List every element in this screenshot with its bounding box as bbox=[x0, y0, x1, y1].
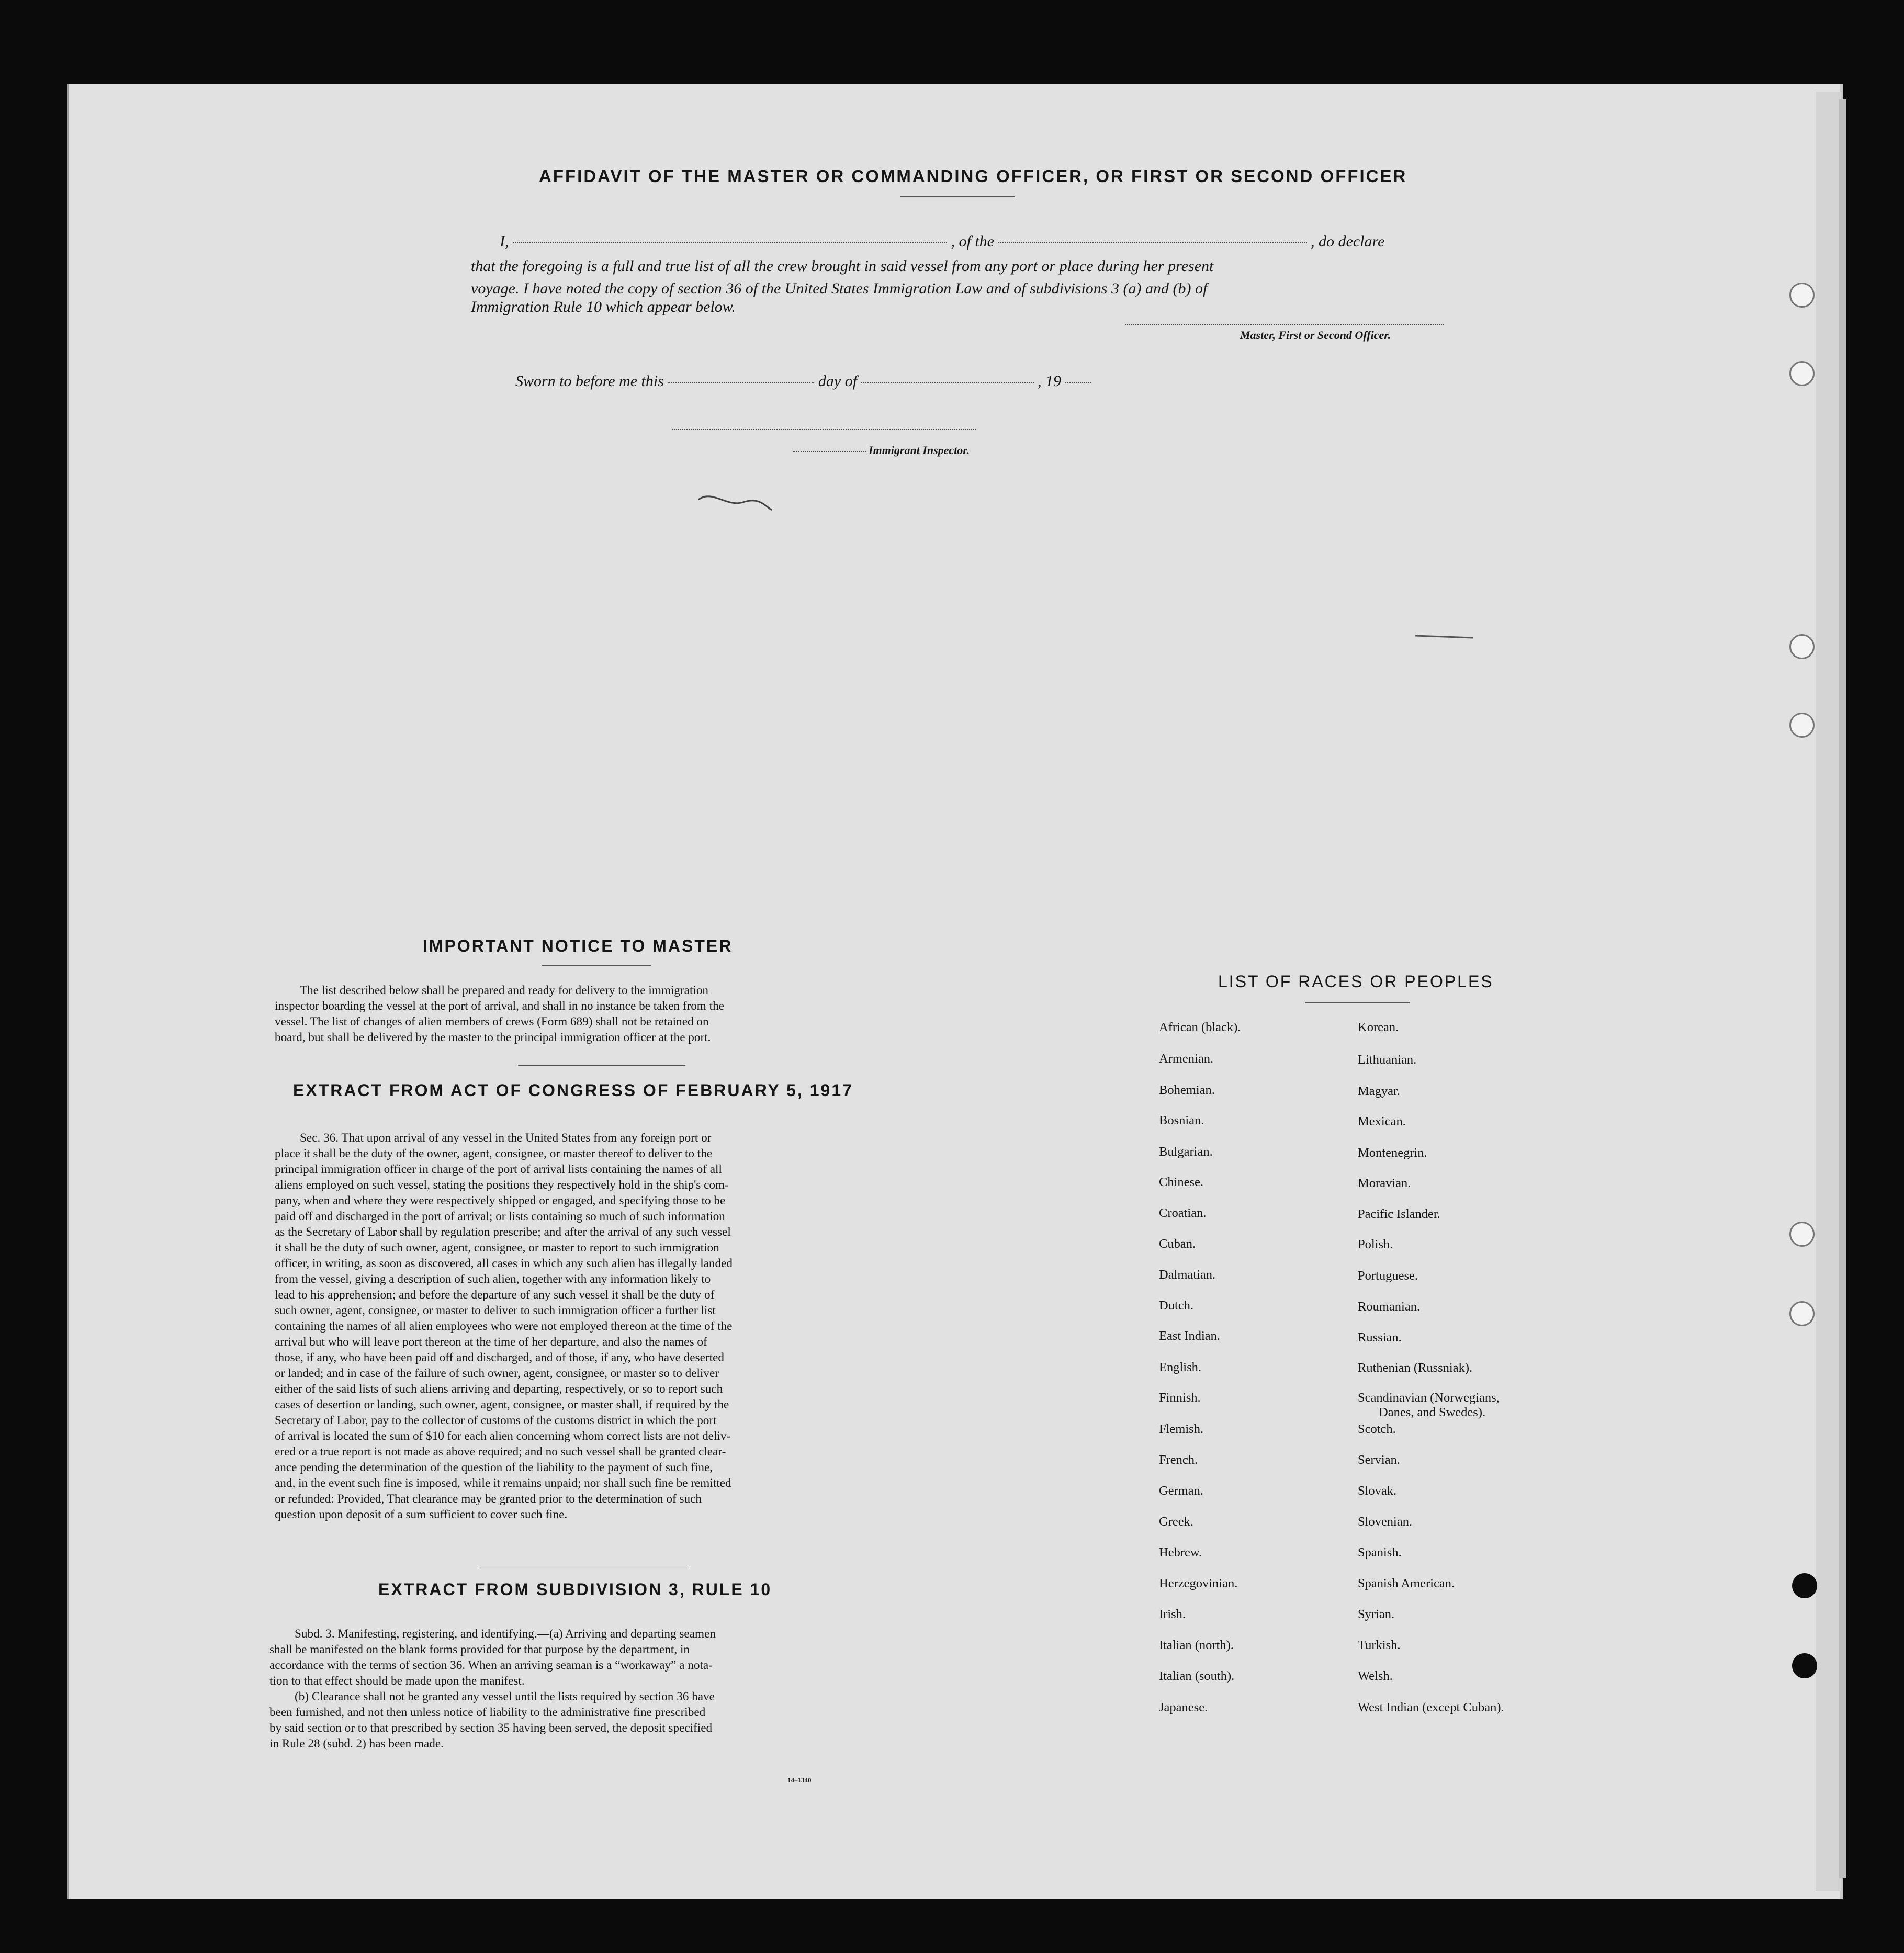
notice-line: vessel. The list of changes of alien members of crews (Form 689) shall not be retained on bbox=[275, 1015, 709, 1029]
race-item: Bohemian. bbox=[1159, 1083, 1215, 1097]
race-item: Japanese. bbox=[1159, 1700, 1208, 1714]
act-line: those, if any, who have been paid off and discharged, and of those, if any, who have deserted bbox=[275, 1351, 724, 1364]
act-line: of arrival is located the sum of $10 for each alien concerning whom correct lists are not deliv- bbox=[275, 1429, 731, 1443]
inspector-caption: Immigrant Inspector. bbox=[869, 444, 970, 457]
rule-line: tion to that effect should be made upon the manifest. bbox=[269, 1674, 525, 1688]
rule-line: (b) Clearance shall not be granted any vessel until the lists required by section 36 have bbox=[295, 1690, 715, 1703]
act-line: it shall be the duty of such owner, agent, consignee, or master to report to such immigration bbox=[275, 1241, 719, 1255]
race-item: Korean. bbox=[1358, 1020, 1399, 1034]
race-item: Italian (north). bbox=[1159, 1638, 1234, 1652]
act-line: ance pending the determination of the question of the liability to the payment of such fine, bbox=[275, 1461, 713, 1474]
race-item: Hebrew. bbox=[1159, 1545, 1202, 1560]
race-item: Scotch. bbox=[1358, 1422, 1396, 1436]
race-item: Spanish. bbox=[1358, 1545, 1402, 1560]
rule-text bbox=[269, 1626, 879, 1752]
act-line: or landed; and in case of the failure of such owner, agent, consignee, or master so to deliver bbox=[275, 1367, 719, 1380]
race-item: Moravian. bbox=[1358, 1176, 1411, 1190]
race-item: Polish. bbox=[1358, 1237, 1393, 1251]
race-item: Dutch. bbox=[1159, 1299, 1193, 1313]
race-item: Cuban. bbox=[1159, 1237, 1196, 1251]
race-item: Bosnian. bbox=[1159, 1113, 1204, 1127]
sworn-month-field[interactable] bbox=[861, 382, 1034, 383]
signature-caption: Master, First or Second Officer. bbox=[1240, 329, 1391, 342]
inspector-signature-field-2[interactable] bbox=[793, 451, 866, 452]
race-item: Flemish. bbox=[1159, 1422, 1204, 1436]
race-item: Pacific Islander. bbox=[1358, 1207, 1440, 1221]
act-title: EXTRACT FROM ACT OF CONGRESS OF FEBRUARY 5, 1917 bbox=[293, 1081, 853, 1100]
page-edge-outer bbox=[1839, 99, 1846, 1878]
race-item: Italian (south). bbox=[1159, 1669, 1235, 1683]
title-underline bbox=[900, 196, 1015, 197]
act-line: pany, when and where they were respectively shipped or engaged, and specifying those to be bbox=[275, 1194, 726, 1207]
race-item: Turkish. bbox=[1358, 1638, 1401, 1652]
sworn-day-field[interactable] bbox=[668, 382, 814, 383]
affidavit-body-3: Immigration Rule 10 which appear below. bbox=[471, 298, 736, 315]
act-line: lead to his apprehension; and before the departure of any such vessel it shall be the duty of bbox=[275, 1288, 715, 1302]
race-item: Welsh. bbox=[1358, 1669, 1393, 1683]
act-line: principal immigration officer in charge of the port of arrival lists containing the names of all bbox=[275, 1162, 722, 1176]
act-line: ered or a true report is not made as above required; and no such vessel shall be granted clear- bbox=[275, 1445, 726, 1459]
race-item: West Indian (except Cuban). bbox=[1358, 1700, 1504, 1714]
act-line: cases of desertion or landing, such owner, agent, consignee, or master shall, if required by the bbox=[275, 1398, 729, 1412]
race-item: English. bbox=[1159, 1360, 1201, 1374]
sworn-label: Sworn to before me this bbox=[515, 372, 664, 390]
punch-hole bbox=[1789, 1222, 1815, 1247]
act-line: such owner, agent, consignee, or master to deliver to such immigration officer a further list bbox=[275, 1304, 716, 1317]
race-item: Lithuanian. bbox=[1358, 1053, 1417, 1067]
vessel-field[interactable] bbox=[998, 242, 1307, 243]
page-edge bbox=[1816, 92, 1841, 1891]
race-item: Bulgarian. bbox=[1159, 1145, 1213, 1159]
act-line: question upon deposit of a sum sufficient to cover such fine. bbox=[275, 1508, 568, 1521]
rule-line: in Rule 28 (subd. 2) has been made. bbox=[269, 1737, 444, 1751]
race-item: Servian. bbox=[1358, 1453, 1400, 1467]
name-field[interactable] bbox=[513, 242, 947, 243]
act-line: aliens employed on such vessel, stating the positions they respectively hold in the ship's com- bbox=[275, 1178, 729, 1192]
race-item: Danes, and Swedes). bbox=[1379, 1405, 1486, 1419]
pen-mark bbox=[1413, 630, 1475, 641]
act-line: as the Secretary of Labor shall by regulation prescribe; and after the arrival of any such vessel bbox=[275, 1225, 731, 1239]
do-declare-label: , do declare bbox=[1311, 233, 1385, 250]
races-title: LIST OF RACES OR PEOPLES bbox=[1218, 972, 1494, 991]
race-item: Montenegrin. bbox=[1358, 1146, 1427, 1160]
race-item: French. bbox=[1159, 1453, 1198, 1467]
year-prefix: , 19 bbox=[1038, 372, 1062, 390]
race-item: German. bbox=[1159, 1484, 1204, 1498]
race-item: Mexican. bbox=[1358, 1114, 1406, 1128]
pen-mark bbox=[696, 487, 774, 518]
punch-hole bbox=[1789, 361, 1815, 386]
race-item: Slovenian. bbox=[1358, 1515, 1413, 1529]
race-item: Irish. bbox=[1159, 1607, 1186, 1621]
punch-hole bbox=[1789, 634, 1815, 659]
race-item: Magyar. bbox=[1358, 1084, 1400, 1098]
race-item: Spanish American. bbox=[1358, 1576, 1455, 1590]
act-line: arrival but who will leave port thereon at the time of her departure, and also the names of bbox=[275, 1335, 707, 1349]
race-item: Roumanian. bbox=[1358, 1300, 1421, 1314]
rule-line: accordance with the terms of section 36. When an arriving seaman is a “workaway” a nota- bbox=[269, 1658, 713, 1672]
of-the-label: , of the bbox=[951, 233, 994, 250]
race-item: Portuguese. bbox=[1358, 1269, 1418, 1283]
notice-title: IMPORTANT NOTICE TO MASTER bbox=[423, 936, 733, 955]
declarant-line bbox=[500, 233, 1384, 251]
rule-line: been furnished, and not then unless notice of liability to the administrative fine prescribed bbox=[269, 1706, 706, 1719]
act-line: containing the names of all alien employees who were not employed thereon at the time of the bbox=[275, 1319, 733, 1333]
act-line: either of the said lists of such aliens arriving and departing, respectively, or so to report such bbox=[275, 1382, 723, 1396]
race-item: Dalmatian. bbox=[1159, 1268, 1216, 1282]
notice-line: The list described below shall be prepared and ready for delivery to the immigration bbox=[300, 984, 709, 997]
act-line: Secretary of Labor, pay to the collector of customs of the customs district in which the port bbox=[275, 1414, 717, 1427]
race-item: Ruthenian (Russniak). bbox=[1358, 1361, 1473, 1375]
act-line: Sec. 36. That upon arrival of any vessel in the United States from any foreign port or bbox=[300, 1131, 712, 1145]
race-item: East Indian. bbox=[1159, 1329, 1221, 1343]
affidavit-body-2: voyage. I have noted the copy of section 36 of the United States Immigration Law and of subdivisions 3 (a) and (b) of bbox=[471, 280, 1208, 297]
act-line: and, in the event such fine is imposed, while it remains unpaid; nor shall such fine be remitted bbox=[275, 1476, 731, 1490]
notice-line: inspector boarding the vessel at the port of arrival, and shall in no instance be taken from the bbox=[275, 999, 724, 1013]
notice-text bbox=[275, 983, 882, 1045]
act-line: officer, in writing, as soon as discovered, all cases in which any such alien has illegally landed bbox=[275, 1257, 733, 1270]
act-text bbox=[275, 1130, 879, 1522]
races-underline bbox=[1305, 1002, 1410, 1003]
punch-hole bbox=[1792, 1653, 1817, 1678]
affidavit-title: AFFIDAVIT OF THE MASTER OR COMMANDING OFFICER, OR FIRST OR SECOND OFFICER bbox=[539, 166, 1407, 186]
race-item: Croatian. bbox=[1159, 1206, 1207, 1220]
punch-hole bbox=[1789, 283, 1815, 308]
punch-hole bbox=[1792, 1573, 1817, 1598]
race-item: Russian. bbox=[1358, 1330, 1402, 1345]
affidavit-body-1: that the foregoing is a full and true list of all the crew brought in said vessel from any port or place during her present bbox=[471, 257, 1214, 275]
notice-underline bbox=[542, 965, 651, 966]
sworn-year-field[interactable] bbox=[1065, 382, 1091, 383]
act-line: from the vessel, giving a description of such alien, together with any information likely to bbox=[275, 1272, 711, 1286]
race-item: Scandinavian (Norwegians, bbox=[1358, 1391, 1500, 1405]
section-divider bbox=[518, 1065, 685, 1066]
rule-line: shall be manifested on the blank forms provided for that purpose by the department, in bbox=[269, 1643, 690, 1656]
rule-title: EXTRACT FROM SUBDIVISION 3, RULE 10 bbox=[378, 1580, 772, 1599]
i-label: I, bbox=[500, 233, 509, 250]
sworn-line bbox=[515, 372, 1091, 390]
punch-hole bbox=[1789, 713, 1815, 738]
notice-line: board, but shall be delivered by the master to the principal immigration officer at the port. bbox=[275, 1031, 711, 1044]
inspector-signature-field[interactable] bbox=[672, 429, 976, 430]
race-item: Armenian. bbox=[1159, 1052, 1214, 1066]
race-item: Herzegovinian. bbox=[1159, 1576, 1238, 1590]
race-item: Chinese. bbox=[1159, 1175, 1204, 1189]
form-number: 14–1340 bbox=[787, 1776, 812, 1784]
race-item: Syrian. bbox=[1358, 1607, 1395, 1621]
race-item: African (black). bbox=[1159, 1020, 1241, 1034]
race-item: Slovak. bbox=[1358, 1484, 1397, 1498]
rule-line: by said section or to that prescribed by section 35 having been served, the deposit specified bbox=[269, 1721, 713, 1735]
act-line: paid off and discharged in the port of arrival; or lists containing so much of such information bbox=[275, 1210, 725, 1223]
day-of-label: day of bbox=[818, 372, 858, 390]
race-item: Greek. bbox=[1159, 1515, 1193, 1529]
act-line: place it shall be the duty of the owner, agent, consignee, or master thereof to deliver to the bbox=[275, 1147, 713, 1160]
race-item: Finnish. bbox=[1159, 1391, 1201, 1405]
punch-hole bbox=[1789, 1301, 1815, 1326]
signature-field[interactable] bbox=[1125, 324, 1444, 325]
act-line: or refunded: Provided, That clearance may be granted prior to the determination of such bbox=[275, 1492, 702, 1506]
rule-line: Subd. 3. Manifesting, registering, and identifying.—(a) Arriving and departing seamen bbox=[295, 1627, 716, 1641]
